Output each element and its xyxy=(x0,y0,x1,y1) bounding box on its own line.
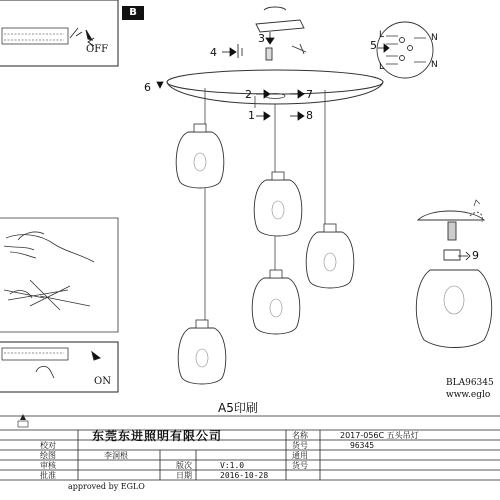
model-code: BLA96345 xyxy=(446,378,494,388)
pendant-shade-2 xyxy=(254,172,302,236)
bulb-detail xyxy=(416,200,491,348)
pendant-shade-1 xyxy=(176,124,224,188)
drawing-label: 绘图 xyxy=(40,451,56,460)
part-number-5: 5 xyxy=(370,39,377,52)
part-number-4: 4 xyxy=(210,46,217,59)
switch-on-label: ON xyxy=(94,376,111,387)
general-item-number-label: 货号 xyxy=(292,461,308,470)
part-number-8: 8 xyxy=(306,109,313,122)
canopy-disc xyxy=(167,70,383,104)
part-number-1: 1 xyxy=(248,109,255,122)
panel-letter-badge: B xyxy=(122,6,144,20)
print-format-label: A5印刷 xyxy=(218,401,258,415)
approved-by-label: approved by EGLO xyxy=(68,482,145,491)
item-number-value: 96345 xyxy=(350,441,375,450)
part-number-7: 7 xyxy=(306,88,313,101)
pendant-shade-4 xyxy=(252,270,300,334)
part-number-9: 9 xyxy=(472,249,479,262)
switch-off-label: OFF xyxy=(86,44,109,55)
drawer-name: 李洞根 xyxy=(104,451,128,460)
instruction-panel-hand xyxy=(0,218,118,332)
pendant-shade-3 xyxy=(306,224,354,288)
part-number-6: 6 xyxy=(144,81,151,94)
website-label: www.eglo xyxy=(446,390,491,400)
wire-label-n-bottom: N xyxy=(431,60,438,70)
company-name: 东莞东进照明有限公司 xyxy=(92,429,223,443)
part-number-2: 2 xyxy=(245,88,252,101)
product-name-value: 2017-056C 五头吊灯 xyxy=(340,431,419,440)
instruction-panel-off xyxy=(0,0,118,66)
wire-label-l-top: L xyxy=(379,30,385,40)
date-value: 2016-10-28 xyxy=(220,471,269,480)
version-value: V:1.0 xyxy=(220,461,245,470)
item-number-label: 货号 xyxy=(292,441,308,450)
approve-label: 批准 xyxy=(40,471,56,480)
part-number-3: 3 xyxy=(258,32,265,45)
general-label: 通用 xyxy=(292,451,308,460)
pendant-shade-5 xyxy=(178,320,226,384)
wire-label-n-top: N xyxy=(431,33,438,43)
version-label: 版次 xyxy=(176,461,192,470)
ceiling-bracket xyxy=(238,7,306,60)
review-label: 审核 xyxy=(40,461,56,470)
wire-label-l-bottom: L xyxy=(379,62,385,72)
date-label: 日期 xyxy=(176,471,192,480)
product-name-label: 名称 xyxy=(292,431,308,440)
proof-label: 校对 xyxy=(40,441,56,450)
